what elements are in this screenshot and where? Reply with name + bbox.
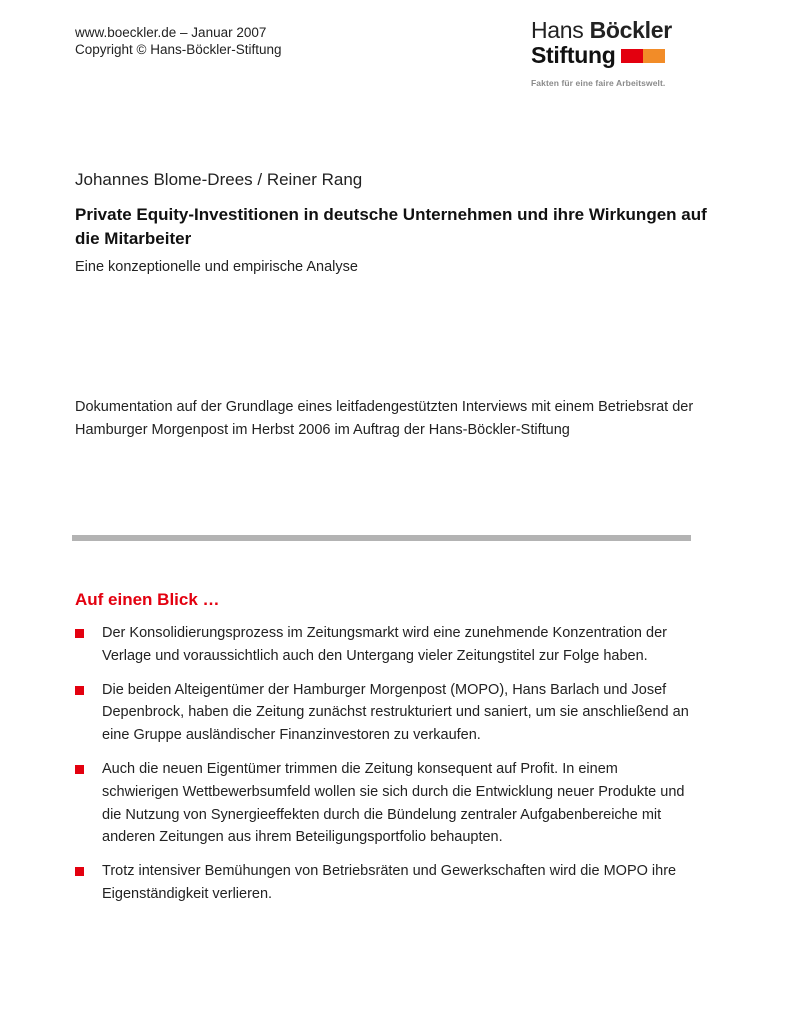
section-divider xyxy=(72,535,691,541)
red-square-bullet-icon xyxy=(75,867,84,876)
copyright: Copyright © Hans-Böckler-Stiftung xyxy=(75,42,282,57)
logo-line2 xyxy=(531,43,701,68)
list-item xyxy=(75,860,695,906)
bullet-text: Trotz intensiver Bemühungen von Betriebsräten und Gewerkschaften wird die MOPO ihre Eigenständigkeit verlieren. xyxy=(102,863,677,902)
logo-boeckler: Böckler xyxy=(589,17,672,43)
authors: Johannes Blome-Drees / Reiner Rang xyxy=(75,170,363,189)
bullet-text: Auch die neuen Eigentümer trimmen die Zeitung konsequent auf Profit. In einem schwierigen Wettbewerbsumfeld wollen sie sich durch die Entwicklung neuer Produkte und die Nutzung von Synergieeffekten durch die Bündelung zentraler Aufgabenbereiche mit anderen Zeitungen aus ihrem Beteiligungsportfolio behaupten. xyxy=(102,760,685,846)
summary-heading: Auf einen Blick … xyxy=(75,590,220,609)
bullet-text: Der Konsolidierungsprozess im Zeitungsmarkt wird eine zunehmende Konzentration der Verlage und voraussichtlich auch den Untergang vieler Zeitungstitel zur Folge haben. xyxy=(102,625,667,664)
website-date: www.boeckler.de – Januar 2007 xyxy=(75,25,267,40)
logo-tagline: Fakten für eine faire Arbeitswelt. xyxy=(531,78,666,88)
bullet-text: Die beiden Alteigentümer der Hamburger Morgenpost (MOPO), Hans Barlach und Josef Depenbrock, haben die Zeitung zunächst restrukturiert und saniert, um sie anschließend an eine Gruppe ausländischer Finanzinvestoren zu verkaufen. xyxy=(102,681,689,744)
list-item xyxy=(75,758,695,849)
logo-red-bar xyxy=(621,49,643,63)
list-item xyxy=(75,622,695,668)
red-square-bullet-icon xyxy=(75,629,84,638)
logo-orange-bar xyxy=(643,49,665,63)
red-square-bullet-icon xyxy=(75,765,84,774)
logo-hans: Hans xyxy=(531,17,590,43)
logo-line1 xyxy=(531,18,701,43)
documentation-note: Dokumentation auf der Grundlage eines leitfadengestützten Interviews mit einem Betriebsrat der Hamburger Morgenpost im Herbst 2006 im Auftrag der Hans-Böckler-Stiftung xyxy=(75,399,694,438)
list-item xyxy=(75,679,695,747)
red-square-bullet-icon xyxy=(75,686,84,695)
summary-bullet-list xyxy=(75,622,695,917)
logo-stiftung: Stiftung xyxy=(531,42,616,68)
page-header xyxy=(75,24,282,58)
document-title: Private Equity-Investitionen in deutsche Unternehmen und ihre Wirkungen auf die Mitarbeiter xyxy=(75,205,707,248)
hans-boeckler-stiftung-logo xyxy=(531,18,701,88)
document-subtitle: Eine konzeptionelle und empirische Analyse xyxy=(75,259,358,275)
logo-color-bars-icon xyxy=(621,49,665,63)
